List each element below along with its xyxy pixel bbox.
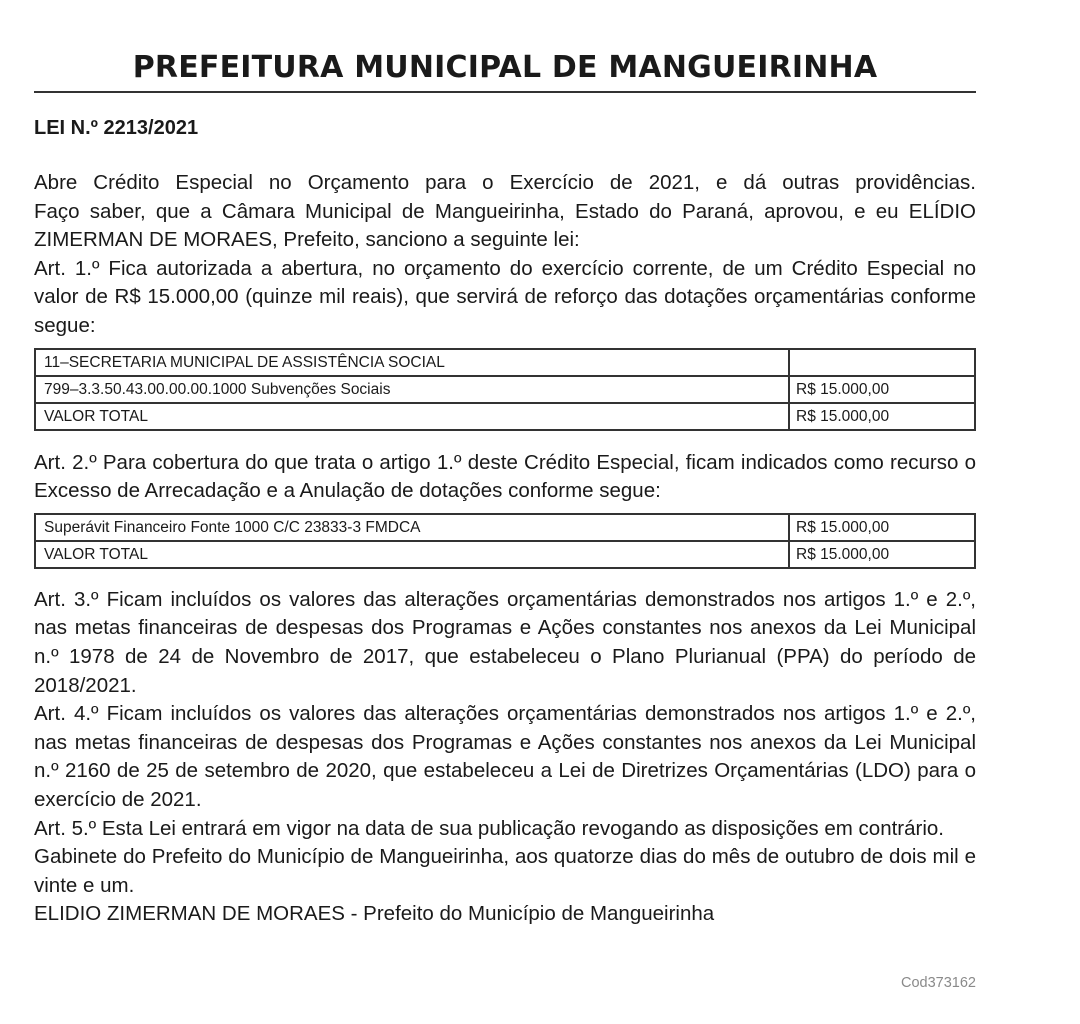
document-page bbox=[34, 0, 976, 929]
article-2: Art. 2.º Para cobertura do que trata o artigo 1.º deste Crédito Especial, ficam indicados como recurso o Excesso de Arrecadação e a Anulação de dotações conforme segue: bbox=[34, 450, 976, 503]
table-cell-value bbox=[789, 349, 975, 376]
page-title: PREFEITURA MUNICIPAL DE MANGUEIRINHA bbox=[132, 50, 878, 85]
table-row bbox=[35, 541, 975, 568]
table-cell-description: Superávit Financeiro Fonte 1000 C/C 23833-3 FMDCA bbox=[35, 514, 789, 541]
spacer bbox=[34, 569, 976, 586]
table-row bbox=[35, 376, 975, 403]
publication-code: Cod373162 bbox=[901, 975, 976, 991]
table-row bbox=[35, 514, 975, 541]
article-3: Art. 3.º Ficam incluídos os valores das alterações orçamentárias demonstrados nos artigos 1.º e 2.º, nas metas financeiras de despesas dos Programas e Ações constantes nos anexos da Lei Municipal n.º 1978 de 24 de Novembro de 2017, que estabeleceu o Plano Plurianual (PPA) do período de 2018/2021. bbox=[34, 587, 976, 697]
title-divider bbox=[34, 91, 976, 93]
table-row bbox=[35, 403, 975, 430]
law-number: LEI N.º 2213/2021 bbox=[34, 117, 199, 139]
article-4: Art. 4.º Ficam incluídos os valores das alterações orçamentárias demonstrados nos artigos 1.º e 2.º, nas metas financeiras de despesas dos Programas e Ações constantes nos anexos da Lei Municipal n.º 2160 de 25 de setembro de 2020, que estabeleceu a Lei de Diretrizes Orçamentárias (LDO) para o exercício de 2021. bbox=[34, 702, 976, 811]
table-cell-value: R$ 15.000,00 bbox=[789, 376, 975, 403]
table-cell-value: R$ 15.000,00 bbox=[789, 403, 975, 430]
table-cell-value: R$ 15.000,00 bbox=[789, 541, 975, 568]
enactment-clause: Faço saber, que a Câmara Municipal de Mangueirinha, Estado do Paraná, aprovou, e eu ELÍDIO ZIMERMAN DE MORAES, Prefeito, sanciono a seguinte lei: bbox=[34, 199, 976, 252]
article-5: Art. 5.º Esta Lei entrará em vigor na data de sua publicação revogando as disposições em contrário. bbox=[34, 816, 944, 840]
article-1: Art. 1.º Fica autorizada a abertura, no orçamento do exercício corrente, de um Crédito Especial no valor de R$ 15.000,00 (quinze mil reais), que servirá de reforço das dotações orçamentárias conforme segue: bbox=[34, 256, 976, 337]
table-cell-description: VALOR TOTAL bbox=[35, 541, 789, 568]
funding-table bbox=[34, 513, 976, 569]
credit-table bbox=[34, 348, 976, 431]
table-cell-value: R$ 15.000,00 bbox=[789, 514, 975, 541]
closing-text: Gabinete do Prefeito do Município de Mangueirinha, aos quatorze dias do mês de outubro de dois mil e vinte e um. bbox=[34, 845, 976, 897]
table-cell-description: 11–SECRETARIA MUNICIPAL DE ASSISTÊNCIA SOCIAL bbox=[35, 349, 789, 376]
signature: ELIDIO ZIMERMAN DE MORAES - Prefeito do Município de Mangueirinha bbox=[34, 902, 715, 926]
table-cell-description: VALOR TOTAL bbox=[35, 403, 789, 430]
table-row bbox=[35, 349, 975, 376]
spacer bbox=[34, 431, 976, 449]
table-cell-description: 799–3.3.50.43.00.00.00.1000 Subvenções Sociais bbox=[35, 376, 789, 403]
law-summary: Abre Crédito Especial no Orçamento para o Exercício de 2021, e dá outras providências. bbox=[34, 171, 976, 194]
law-body bbox=[34, 169, 976, 929]
